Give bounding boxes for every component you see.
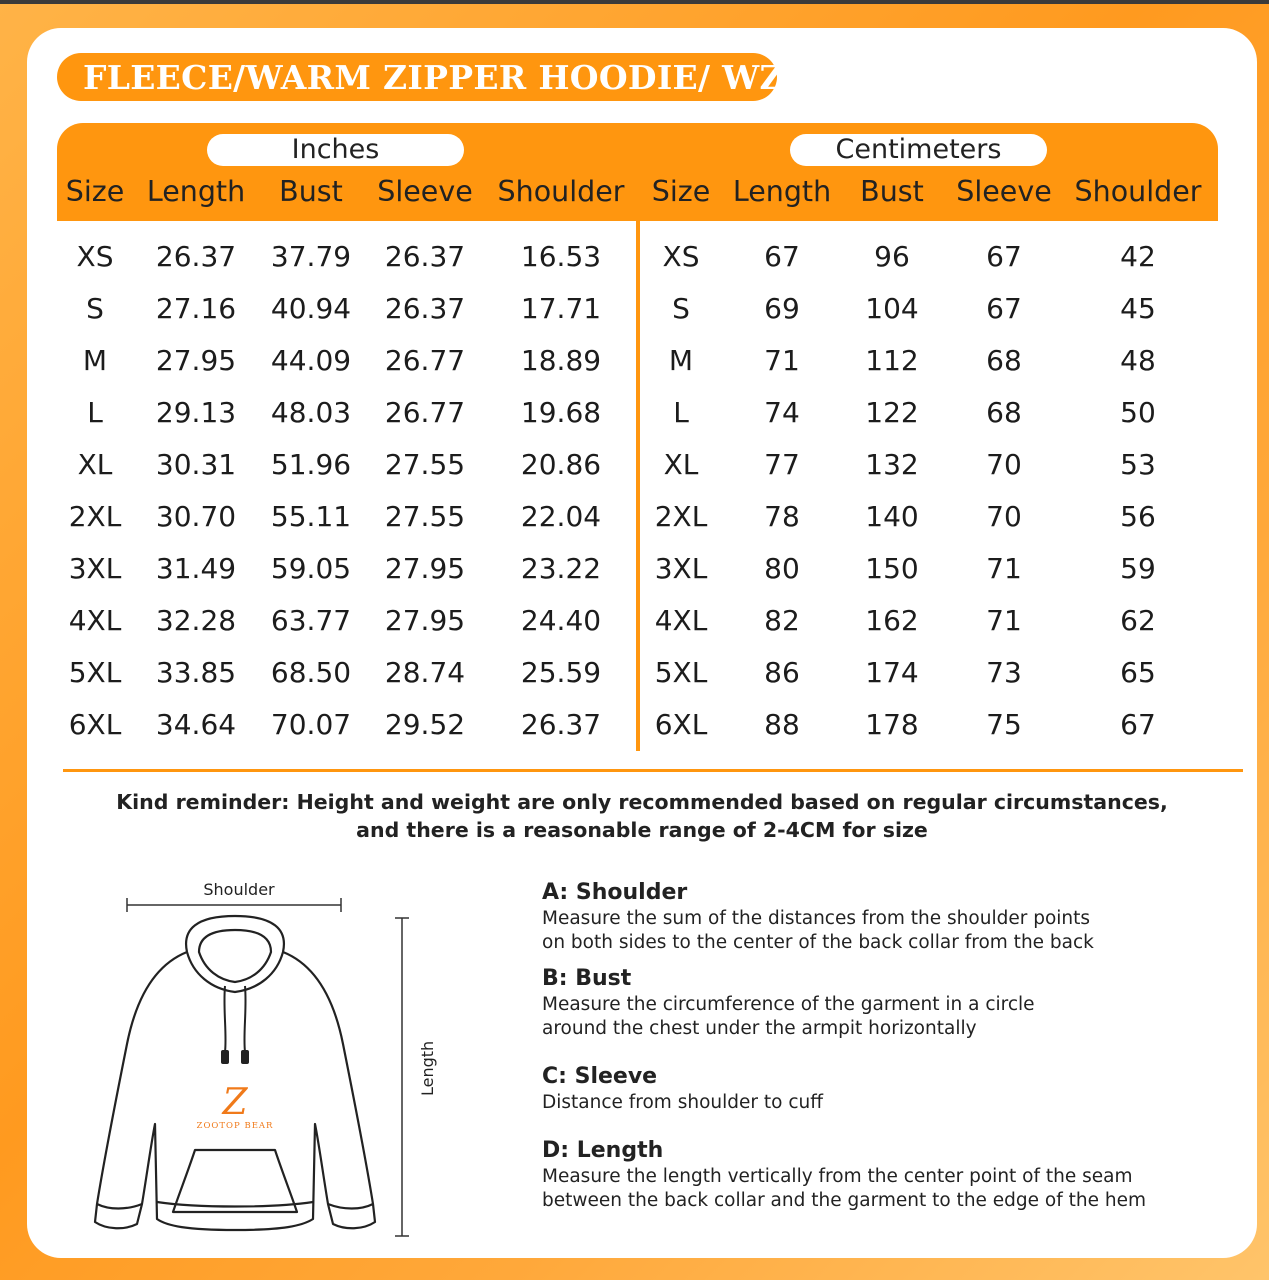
cm-length-cell: 80 bbox=[764, 552, 800, 585]
inches-bust-cell: 55.11 bbox=[270, 500, 352, 533]
cm-shoulder-cell: 65 bbox=[1120, 656, 1156, 689]
reminder-line-2: and there is a reasonable range of 2-4CM for size bbox=[356, 818, 928, 842]
inches-shoulder-cell: 17.71 bbox=[520, 292, 602, 325]
inches-shoulder-cell: 19.68 bbox=[520, 396, 602, 429]
cm-bust-cell: 162 bbox=[865, 604, 919, 637]
cm-length-cell: 86 bbox=[764, 656, 800, 689]
length-desc-line-1: Measure the length vertically from the center point of the seam bbox=[542, 1166, 1133, 1187]
cm-shoulder-cell: 45 bbox=[1120, 292, 1156, 325]
reminder-line-1: Kind reminder: Height and weight are only recommended based on regular circumstances, bbox=[116, 790, 1168, 814]
cm-size-cell: 2XL bbox=[654, 500, 708, 533]
inches-bust-cell: 44.09 bbox=[270, 344, 352, 377]
inches-shoulder-cell: 18.89 bbox=[520, 344, 602, 377]
length-description bbox=[542, 1138, 1146, 1213]
inches-col-bust: Bust bbox=[279, 175, 343, 208]
inches-sleeve-cell: 29.52 bbox=[384, 708, 466, 741]
inches-shoulder-cell: 23.22 bbox=[520, 552, 602, 585]
cm-shoulder-cell: 48 bbox=[1120, 344, 1156, 377]
inches-size-cell: L bbox=[87, 396, 103, 429]
brand-logo-text: ZOOTOP BEAR bbox=[196, 1121, 274, 1131]
cm-size-cell: S bbox=[672, 292, 690, 325]
cm-length-cell: 67 bbox=[764, 240, 800, 273]
inches-sleeve-cell: 26.77 bbox=[384, 344, 466, 377]
cm-col-shoulder: Shoulder bbox=[1074, 175, 1202, 208]
inches-size-cell: XL bbox=[77, 448, 113, 481]
cm-bust-cell: 150 bbox=[865, 552, 919, 585]
inches-length-cell: 31.49 bbox=[155, 552, 237, 585]
inches-length-cell: 32.28 bbox=[155, 604, 237, 637]
cm-bust-cell: 178 bbox=[865, 708, 919, 741]
inches-bust-cell: 48.03 bbox=[270, 396, 352, 429]
cm-shoulder-cell: 50 bbox=[1120, 396, 1156, 429]
length-label: Length bbox=[418, 1040, 437, 1096]
cm-sleeve-cell: 75 bbox=[986, 708, 1022, 741]
inches-length-cell: 34.64 bbox=[155, 708, 237, 741]
cm-bust-cell: 112 bbox=[865, 344, 919, 377]
inches-length-cell: 30.70 bbox=[155, 500, 237, 533]
inches-size-cell: 5XL bbox=[68, 656, 122, 689]
cm-col-bust: Bust bbox=[860, 175, 924, 208]
cm-size-cell: M bbox=[668, 344, 694, 377]
sleeve-desc-line-1: Distance from shoulder to cuff bbox=[542, 1092, 823, 1113]
bust-desc-title: B: Bust bbox=[542, 966, 632, 991]
shoulder-desc-line-1: Measure the sum of the distances from the shoulder points bbox=[542, 908, 1091, 929]
cm-size-cell: 3XL bbox=[654, 552, 708, 585]
cm-sleeve-cell: 70 bbox=[986, 448, 1022, 481]
inches-bust-cell: 51.96 bbox=[270, 448, 352, 481]
inches-sleeve-cell: 26.37 bbox=[384, 292, 466, 325]
inches-length-cell: 29.13 bbox=[155, 396, 237, 429]
brand-logo-icon: Z bbox=[222, 1082, 248, 1123]
inches-sleeve-cell: 28.74 bbox=[384, 656, 466, 689]
cm-bust-cell: 174 bbox=[865, 656, 919, 689]
chart-title: FLEECE/WARM ZIPPER HOODIE/ WZIP bbox=[83, 58, 825, 97]
cm-size-cell: XS bbox=[662, 240, 700, 273]
shoulder-label: Shoulder bbox=[203, 880, 275, 899]
cm-sleeve-cell: 71 bbox=[986, 552, 1022, 585]
cm-length-cell: 74 bbox=[764, 396, 800, 429]
title-banner bbox=[57, 53, 825, 101]
inches-size-cell: 6XL bbox=[68, 708, 122, 741]
bust-description bbox=[542, 966, 1035, 1041]
inches-col-size: Size bbox=[65, 175, 125, 208]
inches-shoulder-cell: 26.37 bbox=[520, 708, 602, 741]
cm-shoulder-cell: 56 bbox=[1120, 500, 1156, 533]
inches-col-shoulder: Shoulder bbox=[497, 175, 625, 208]
hoodie-outline bbox=[95, 916, 375, 1230]
cm-sleeve-cell: 71 bbox=[986, 604, 1022, 637]
inches-sleeve-cell: 26.37 bbox=[384, 240, 466, 273]
inches-size-cell: 2XL bbox=[68, 500, 122, 533]
inches-size-cell: M bbox=[82, 344, 108, 377]
length-desc-line-2: between the back collar and the garment to the edge of the hem bbox=[542, 1190, 1147, 1211]
cm-size-cell: 6XL bbox=[654, 708, 708, 741]
cm-size-cell: 5XL bbox=[654, 656, 708, 689]
cm-col-sleeve: Sleeve bbox=[956, 175, 1052, 208]
bust-desc-line-2: around the chest under the armpit horizontally bbox=[542, 1018, 977, 1039]
shoulder-desc-line-2: on both sides to the center of the back collar from the back bbox=[542, 932, 1094, 953]
inches-shoulder-cell: 20.86 bbox=[520, 448, 602, 481]
inches-length-cell: 27.95 bbox=[155, 344, 237, 377]
hoodie-diagram bbox=[87, 874, 447, 1248]
inches-sleeve-cell: 26.77 bbox=[384, 396, 466, 429]
cm-size-cell: XL bbox=[663, 448, 699, 481]
cm-shoulder-cell: 67 bbox=[1120, 708, 1156, 741]
cm-sleeve-cell: 73 bbox=[986, 656, 1022, 689]
table-header bbox=[57, 123, 1218, 221]
inches-bust-cell: 40.94 bbox=[270, 292, 352, 325]
kind-reminder bbox=[27, 788, 1257, 844]
inches-bust-cell: 70.07 bbox=[270, 708, 352, 741]
cm-sleeve-cell: 67 bbox=[986, 292, 1022, 325]
sleeve-description bbox=[542, 1064, 823, 1115]
table-divider bbox=[636, 221, 640, 751]
inches-size-cell: 4XL bbox=[68, 604, 122, 637]
inches-bust-cell: 63.77 bbox=[270, 604, 352, 637]
cm-length-cell: 82 bbox=[764, 604, 800, 637]
inches-bust-cell: 59.05 bbox=[270, 552, 352, 585]
inches-shoulder-cell: 16.53 bbox=[520, 240, 602, 273]
centimeters-unit-label: Centimeters bbox=[790, 134, 1047, 166]
cm-bust-cell: 104 bbox=[865, 292, 919, 325]
top-edge-bar bbox=[0, 0, 1269, 4]
inches-length-cell: 27.16 bbox=[155, 292, 237, 325]
inches-shoulder-cell: 25.59 bbox=[520, 656, 602, 689]
inches-size-cell: XS bbox=[76, 240, 114, 273]
cm-sleeve-cell: 67 bbox=[986, 240, 1022, 273]
inches-sleeve-cell: 27.55 bbox=[384, 448, 466, 481]
cm-col-length: Length bbox=[732, 175, 832, 208]
inches-length-cell: 33.85 bbox=[155, 656, 237, 689]
cm-shoulder-cell: 42 bbox=[1120, 240, 1156, 273]
inches-size-cell: 3XL bbox=[68, 552, 122, 585]
cm-length-cell: 77 bbox=[764, 448, 800, 481]
cm-shoulder-cell: 62 bbox=[1120, 604, 1156, 637]
inches-shoulder-cell: 24.40 bbox=[520, 604, 602, 637]
inches-col-length: Length bbox=[146, 175, 246, 208]
cm-length-cell: 71 bbox=[764, 344, 800, 377]
hoodie-illustration bbox=[87, 874, 447, 1244]
cm-length-cell: 88 bbox=[764, 708, 800, 741]
inches-bust-cell: 37.79 bbox=[270, 240, 352, 273]
cm-bust-cell: 122 bbox=[865, 396, 919, 429]
inches-unit-label: Inches bbox=[207, 134, 464, 166]
shoulder-description bbox=[542, 880, 1094, 955]
cm-col-size: Size bbox=[651, 175, 711, 208]
cm-length-cell: 69 bbox=[764, 292, 800, 325]
inches-size-cell: S bbox=[86, 292, 104, 325]
cm-bust-cell: 132 bbox=[865, 448, 919, 481]
cm-sleeve-cell: 70 bbox=[986, 500, 1022, 533]
size-chart-card bbox=[27, 28, 1257, 1258]
cm-size-cell: L bbox=[673, 396, 689, 429]
shoulder-desc-title: A: Shoulder bbox=[542, 880, 688, 905]
sleeve-desc-title: C: Sleeve bbox=[542, 1064, 658, 1089]
cm-bust-cell: 96 bbox=[874, 240, 910, 273]
cm-shoulder-cell: 53 bbox=[1120, 448, 1156, 481]
inches-length-cell: 26.37 bbox=[155, 240, 237, 273]
cm-length-cell: 78 bbox=[764, 500, 800, 533]
length-desc-title: D: Length bbox=[542, 1138, 664, 1163]
cm-shoulder-cell: 59 bbox=[1120, 552, 1156, 585]
inches-bust-cell: 68.50 bbox=[270, 656, 352, 689]
inches-length-cell: 30.31 bbox=[155, 448, 237, 481]
cm-sleeve-cell: 68 bbox=[986, 344, 1022, 377]
inches-sleeve-cell: 27.95 bbox=[384, 552, 466, 585]
inches-shoulder-cell: 22.04 bbox=[520, 500, 602, 533]
cm-size-cell: 4XL bbox=[654, 604, 708, 637]
cm-bust-cell: 140 bbox=[865, 500, 919, 533]
bust-desc-line-1: Measure the circumference of the garment in a circle bbox=[542, 994, 1035, 1015]
inches-col-sleeve: Sleeve bbox=[377, 175, 473, 208]
cm-sleeve-cell: 68 bbox=[986, 396, 1022, 429]
inches-sleeve-cell: 27.55 bbox=[384, 500, 466, 533]
section-divider bbox=[63, 769, 1243, 772]
inches-sleeve-cell: 27.95 bbox=[384, 604, 466, 637]
